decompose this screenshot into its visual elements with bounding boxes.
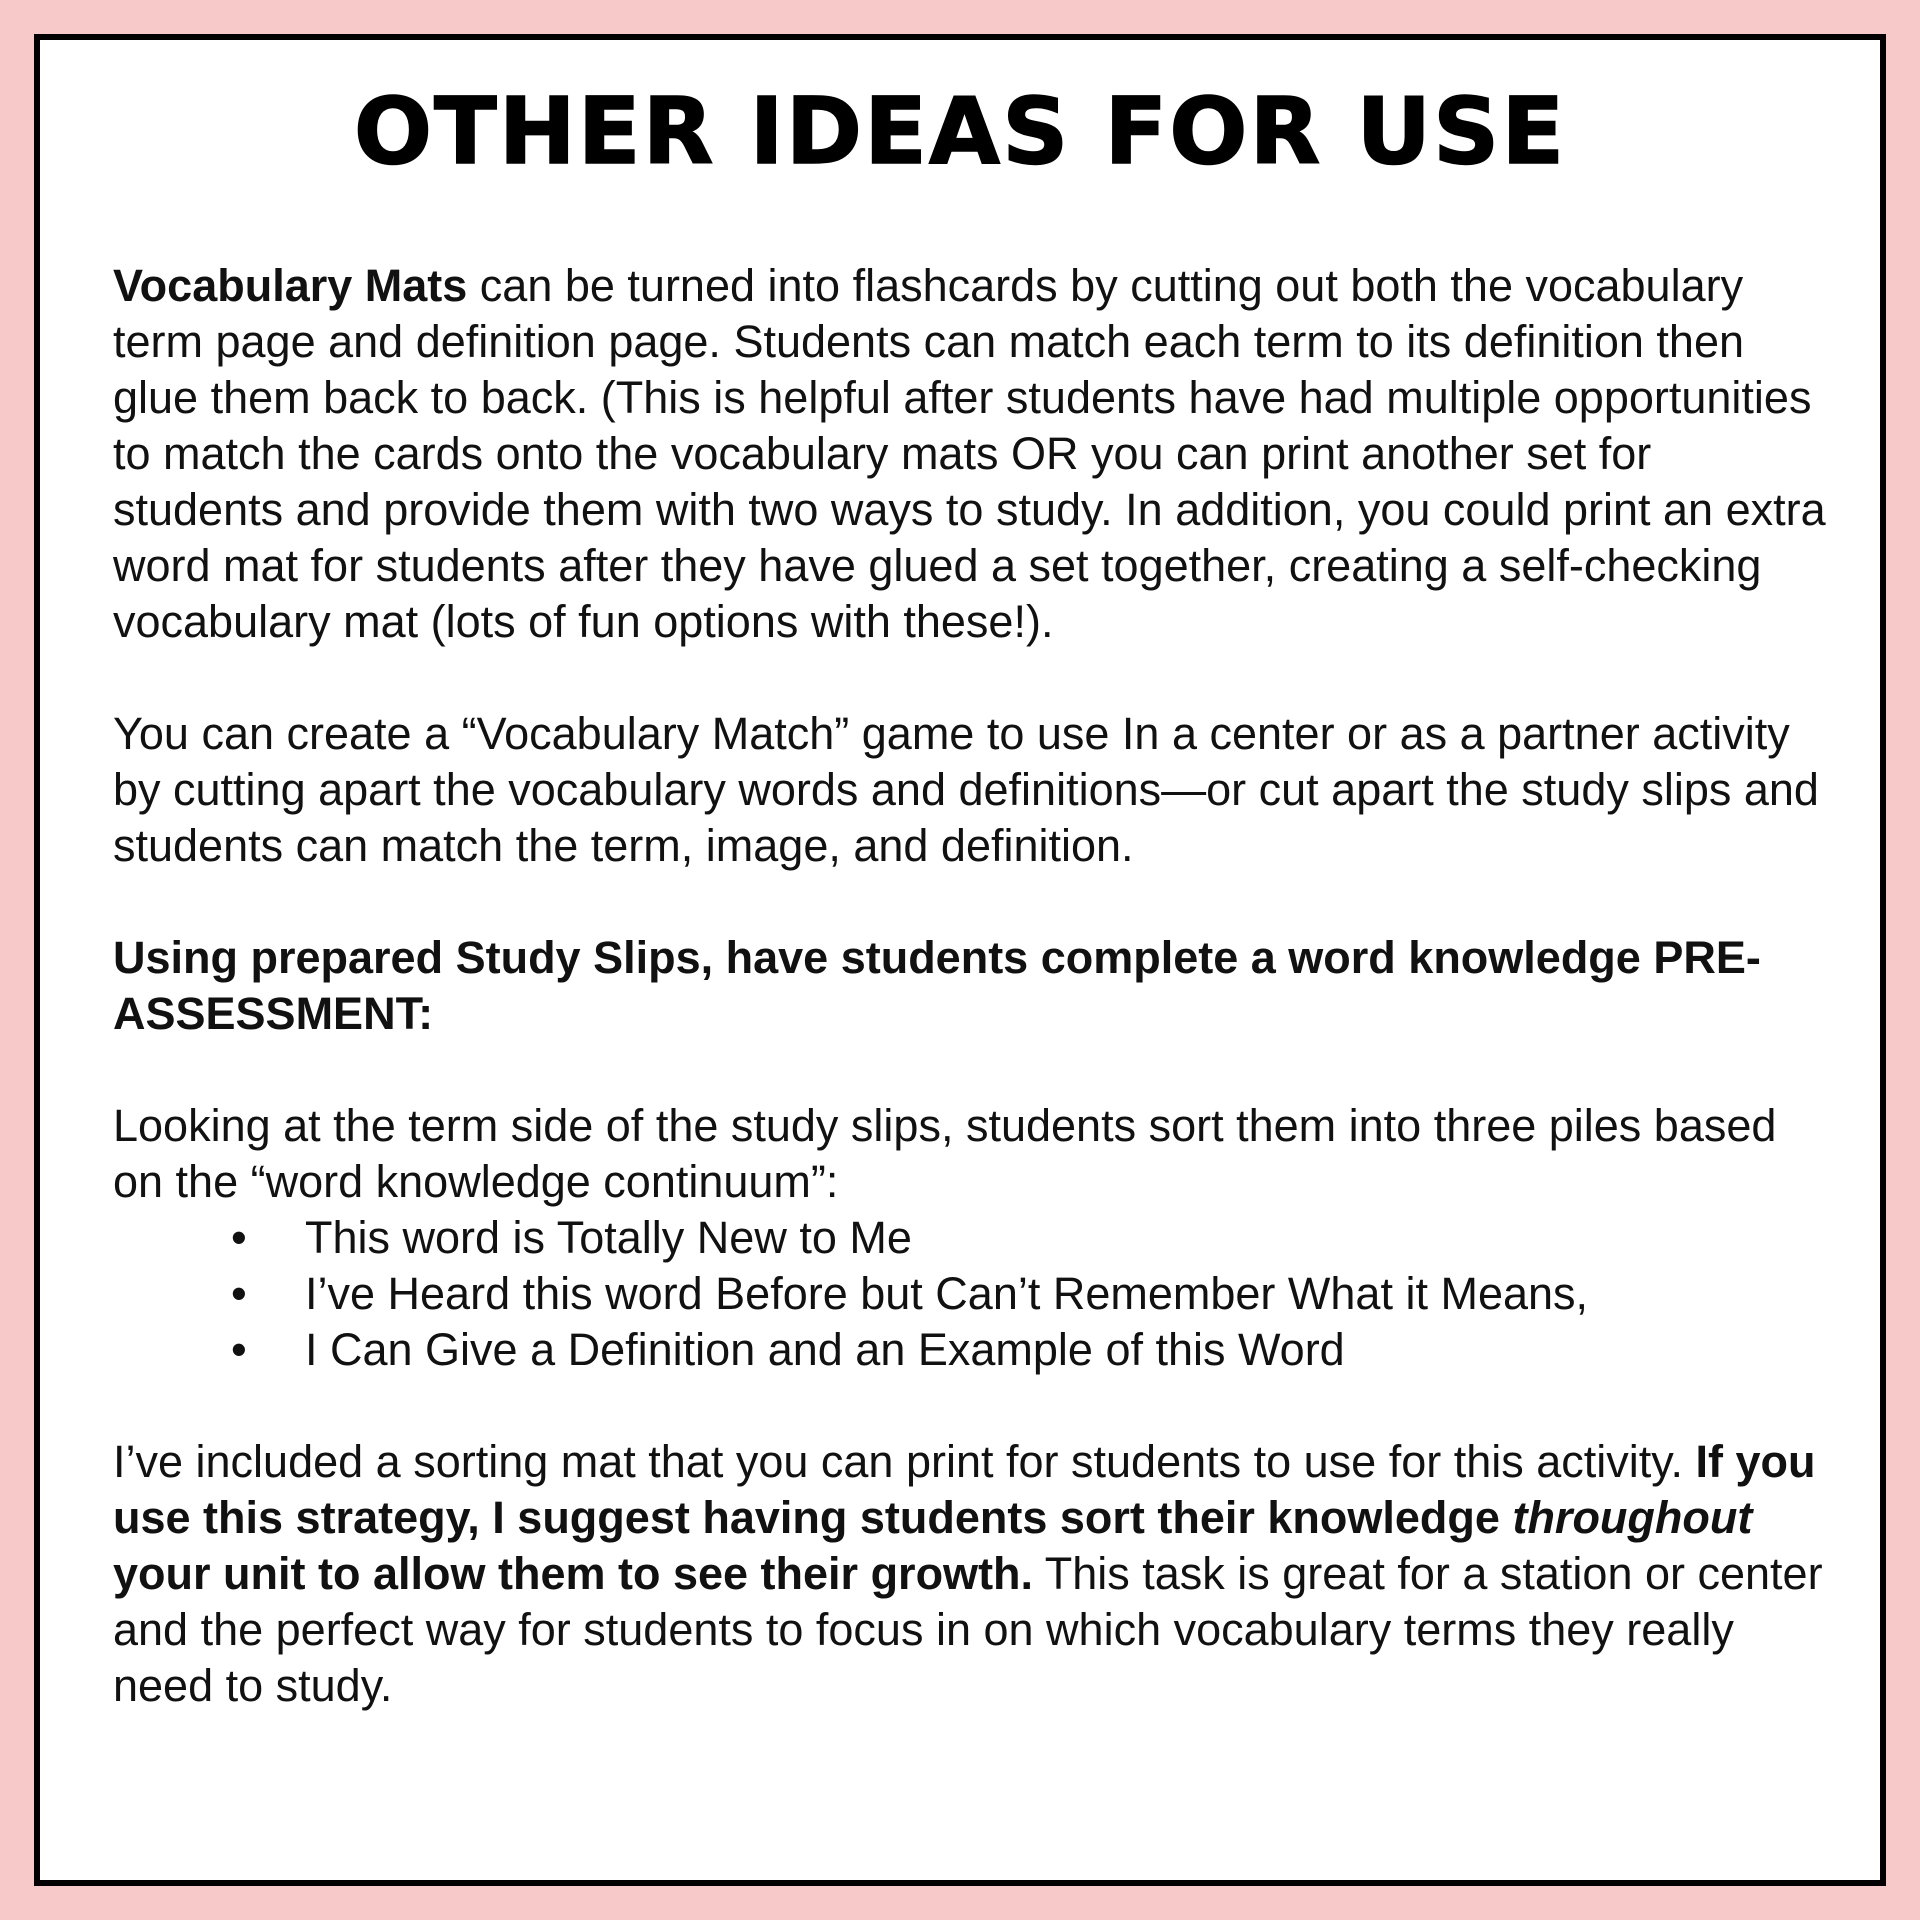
bold-text: your unit to allow them to see their growth. [113,1548,1034,1599]
paragraph-text: This task is great for a station or center and the perfect way for students to focus in on which vocabulary terms they really need to study. [113,1548,1823,1711]
list-item-text: I Can Give a Definition and an Example of this Word [305,1324,1345,1375]
paragraph-sorting-mat [113,1434,1833,1714]
list-item [113,1210,1833,1266]
bullet-icon: • [231,1268,247,1319]
paragraph-text: can be turned into flashcards by cutting out both the vocabulary term page and definition page. Students can match each term to its definition then glue them back to back. (This is helpful after students have had multiple opportunities to match the cards onto the vocabulary mats OR you can print another set for students and provide them with two ways to study. In addition, you could print an extra word mat for students after they have glued a set together, creating a self-checking vocabulary mat (lots of fun options with these!). [113,260,1826,647]
page-title: OTHER IDEAS FOR USE [353,78,1567,185]
document-body [113,258,1833,1714]
paragraph-text: I’ve included a sorting mat that you can print for students to use for this activity. [113,1436,1696,1487]
list-item-text: This word is Totally New to Me [305,1212,912,1263]
bold-text: If you use this strategy, I suggest having students sort their knowledge [113,1436,1816,1543]
bold-lead: Vocabulary Mats [113,260,468,311]
list-item [113,1266,1833,1322]
bullet-icon: • [231,1324,247,1375]
list-item [113,1322,1833,1378]
list-item-text: I’ve Heard this word Before but Can’t Remember What it Means, [305,1268,1589,1319]
document-page [34,34,1886,1886]
bold-italic-text: throughout [1512,1492,1753,1543]
bullet-icon: • [231,1212,247,1263]
paragraph-pre-assessment-heading: Using prepared Study Slips, have students complete a word knowledge PRE-ASSESSMENT: [113,932,1761,1039]
paragraph-vocabulary-mats [113,258,1833,650]
paragraph-vocabulary-match: You can create a “Vocabulary Match” game to use In a center or as a partner activity by cutting apart the vocabulary words and definitions—or cut apart the study slips and students can match the term, image, and definition. [113,708,1819,871]
paragraph-word-knowledge: Looking at the term side of the study slips, students sort them into three piles based on the “word knowledge continuum”: [113,1100,1777,1207]
continuum-list [113,1210,1833,1378]
